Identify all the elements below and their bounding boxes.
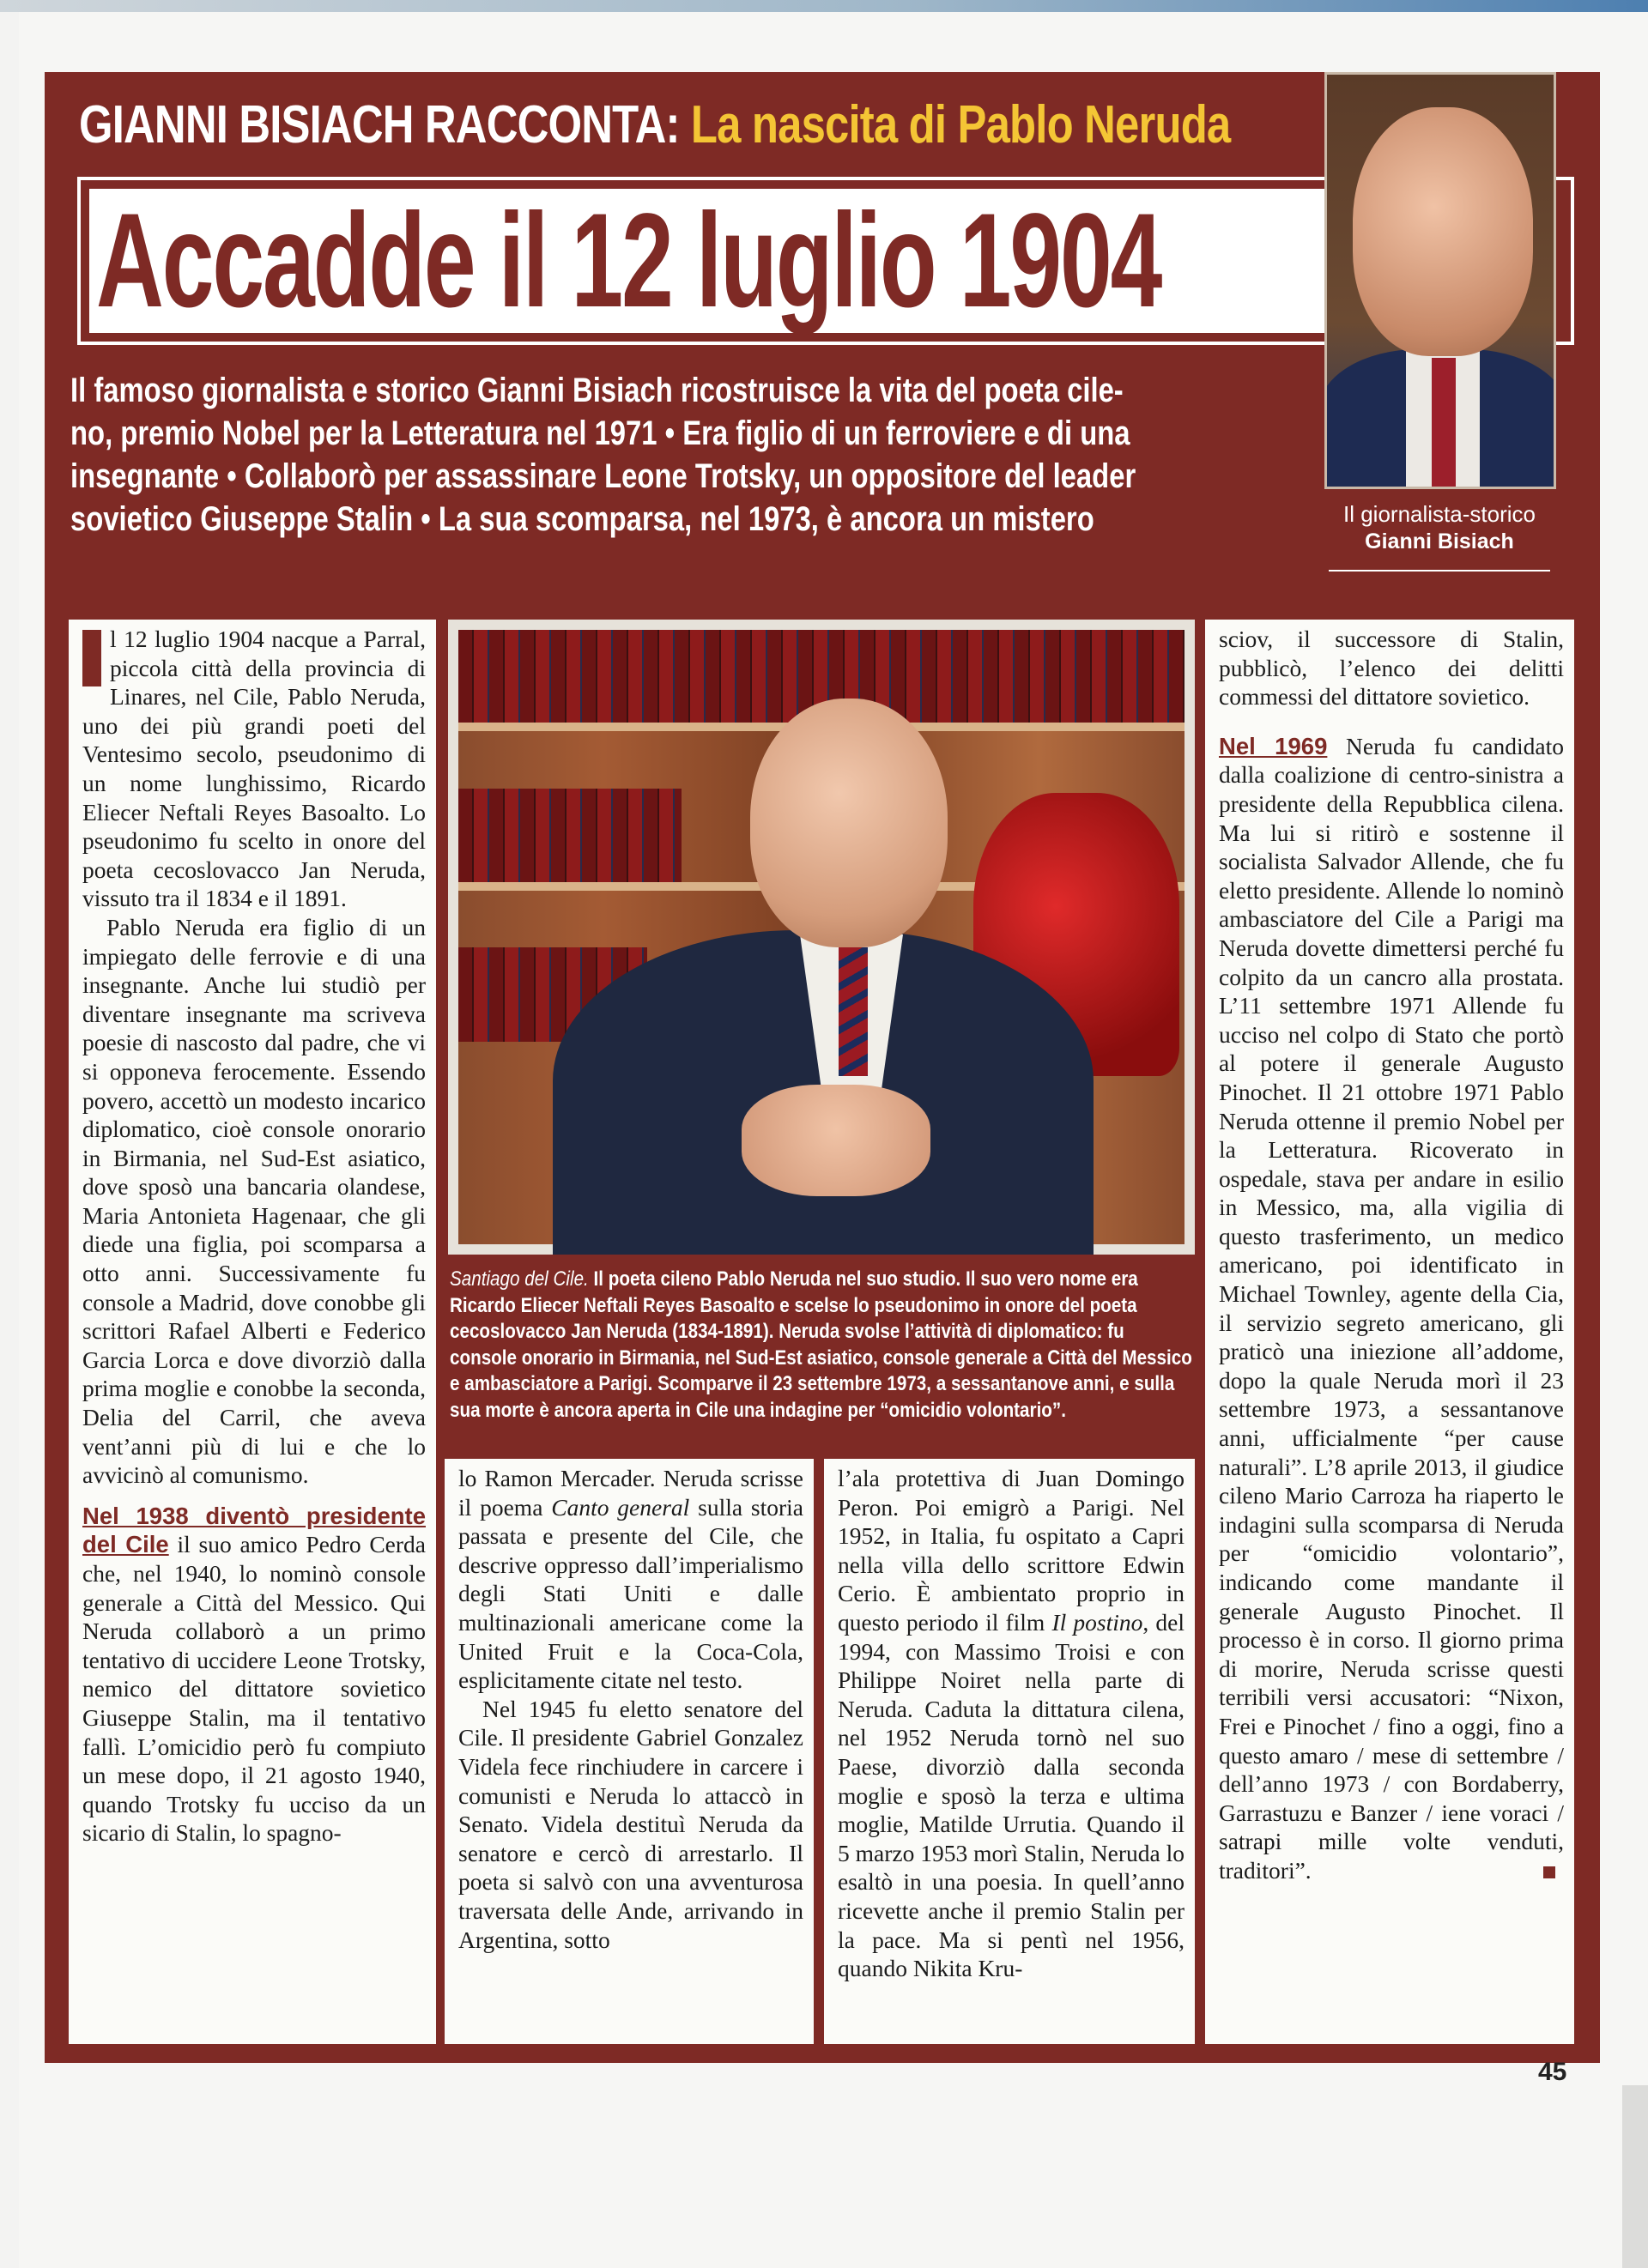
drop-cap bbox=[82, 630, 101, 686]
deck-line: no, premio Nobel per la Letteratura nel 1971 • Era figlio di un ferroviere e di una bbox=[70, 414, 1130, 452]
author-portrait-photo bbox=[1324, 72, 1556, 489]
kicker-topic: La nascita di Pablo Neruda bbox=[690, 95, 1231, 154]
paragraph: sciov, il successore di Stalin, pubblicò, l’elenco dei delitti commessi del dittatore sovietico. bbox=[1219, 626, 1564, 711]
paragraph: Nel 1938 diventò presidente del Cile il suo amico Pedro Cerda che, nel 1940, lo nominò console generale a Città del Messico. Qui Neruda collaborò a un primo tentativo di uccidere Leone Trotsky, nemico del dittatore sovietico Giuseppe Stalin, ma il tentativo fallì. L’omicidio però fu compiuto un mese dopo, il 21 agosto 1940, quando Trotsky fu ucciso da un sicario di Stalin, lo spagno- bbox=[82, 1502, 426, 1847]
deck-line: sovietico Giuseppe Stalin • La sua scomparsa, nel 1973, è ancora un mistero bbox=[70, 500, 1094, 538]
paragraph: Nel 1969 Neruda fu candidato dalla coalizione di centro-sinistra a presidente della Repubblica cilena. Ma lui si ritirò e sostenne il socialista Salvador Allende, che fu eletto presidente. Allende lo nominò ambasciatore del Cile a Parigi ma Neruda dovette dimettersi perché fu colpito da un cancro alla prostata. L’11 settembre 1971 Allende fu ucciso nel colpo di Stato che portò al potere il generale Augusto Pinochet. Il 21 ottobre 1971 Pablo Neruda ottenne il premio Nobel per la Letteratura. Ricoverato in ospedale, stava per andare in esilio in Messico, ma, alla vigilia di questo trasferimento, un medico americano, poi identificato in Michael Townley, agente della Cia, il servizio segreto americano, gli praticò una iniezione all’addome, dopo la quale Neruda morì il 23 settembre 1973, a sessantanove anni, ufficialmente “per cause naturali”. L’8 aprile 2013, il giudice cileno Mario Carroza ha riaperto le indagini sulla scomparsa di Neruda per “omicidio volontario”, indicando come mandante il generale Augusto Pinochet. Il processo è in corso. Il giorno prima di morire, Neruda scrisse questi terribili versi accusatori: “Nixon, Frei e Pinochet / fino a oggi, fino a questo amaro / mese di settembre / dell’anno 1973 / con Bordaberry, Garrastuzu e Banzer / iene voraci / satrapi mille volte venduti, traditori”. bbox=[1219, 732, 1564, 1884]
photo-caption bbox=[441, 1258, 1202, 1447]
end-of-article-mark bbox=[1543, 1866, 1555, 1878]
paragraph: l’ala protettiva di Juan Domingo Peron. Poi emigrò a Parigi. Nel 1952, in Italia, fu ospitato a Capri nella villa dello scrittore Edwin Cerio. È ambientato proprio in questo periodo il film Il postino, del 1994, con Massimo Troisi e con Philippe Noiret nella parte di Neruda. Caduta la dittatura cilena, nel 1952 Neruda tornò nel suo Paese, divorziò dalla seconda moglie e sposò la terza e ultima moglie, Matilde Urrutia. Quando il 5 marzo 1953 morì Stalin, Neruda lo esaltò in una poesia. In quell’anno ricevette anche il premio Stalin per la pace. Ma si pentì nel 1956, quando Nikita Kru- bbox=[838, 1465, 1185, 1982]
page-number: 45 bbox=[1538, 2058, 1567, 2086]
portrait-caption-role: Il giornalista-storico bbox=[1343, 501, 1536, 527]
bookshelf bbox=[458, 630, 1184, 1244]
caption-place: Santiago del Cile. bbox=[450, 1267, 589, 1291]
deck-line: Il famoso giornalista e storico Gianni Bisiach ricostruisce la vita del poeta cile- bbox=[70, 372, 1124, 409]
page-edge bbox=[1622, 2085, 1648, 2268]
portrait-caption bbox=[1317, 500, 1562, 555]
paragraph: Pablo Neruda era figlio di un impiegato delle ferrovie e di una insegnante. Anche lui studiò per diventare insegnante ma scriveva poesie di nascosto dal padre, che vi si opponeva ferocemente. Essendo povero, accettò un modesto incarico diplomatico, cioè console onorario in Birmania, nel Sud-Est asiatico, dove sposò una bancaria olandese, Maria Antonieta Hagenaar, che gli diede una figlia, poi scomparsa a otto anni. Successivamente fu console a Madrid, dove conobbe gli scrittori Rafael Alberti e Federico Garcia Lorca e dove divorziò dalla prima moglie e conobbe la seconda, Delia del Carril, che aveva vent’anni più di lui e che lo avvicinò al comunismo. bbox=[82, 913, 426, 1489]
article-column-2 bbox=[445, 1459, 814, 2044]
top-edge-stripe bbox=[0, 0, 1648, 12]
deck-summary bbox=[70, 369, 1341, 541]
kicker bbox=[79, 94, 1230, 155]
article-column-4 bbox=[1205, 620, 1574, 2044]
headline: Accadde il 12 luglio 1904 bbox=[96, 186, 1161, 336]
article-column-3 bbox=[824, 1459, 1195, 2044]
work-title: Il postino bbox=[1051, 1608, 1143, 1636]
article-column-1 bbox=[69, 620, 436, 2044]
portrait-caption-name: Gianni Bisiach bbox=[1365, 529, 1514, 553]
neruda-photo bbox=[448, 620, 1195, 1255]
paragraph: Nel 1945 fu eletto senatore del Cile. Il presidente Gabriel Gonzalez Videla fece rinchiudere in carcere i comunisti e Neruda lo attaccò in Senato. Videla destituì Neruda da senatore e cercò di arrestarlo. Il poeta si salvò con una avventurosa traversata delle Ande, arrivando in Argentina, sotto bbox=[458, 1695, 803, 1953]
caption-divider bbox=[1329, 570, 1550, 572]
caption-text: Il poeta cileno Pablo Neruda nel suo studio. Il suo vero nome era Ricardo Eliecer Neftali Reyes Basoalto e scelse lo pseudonimo in onore del poeta cecoslovacco Jan Neruda (1834-1891). Neruda svolse l’attività di diplomatico: fu console onorario in Birmania, nel Sud-Est asiatico, console generale a Città del Messico e ambasciatore a Parigi. Scomparve il 23 settembre 1973, a sessantanove anni, e sulla sua morte è ancora aperta in Cile una indagine per “omicidio volontario”. bbox=[450, 1267, 1192, 1422]
paragraph: l 12 luglio 1904 nacque a Parral, piccola città della provincia di Linares, nel Cile, Pablo Neruda, uno dei più grandi poeti del Ventesimo secolo, pseudonimo di un nome lunghissimo, Ricardo Eliecer Neftali Reyes Basoalto. Lo pseudonimo fu scelto in onore del poeta cecoslovacco Jan Neruda, vissuto tra il 1834 e il 1891. bbox=[82, 626, 426, 912]
kicker-author: GIANNI BISIACH RACCONTA: bbox=[79, 95, 680, 154]
paragraph: lo Ramon Mercader. Neruda scrisse il poema Canto general sulla storia passata e presente del Cile, che descrive oppresso dall’imperialismo degli Stati Uniti e dalle multinazionali americane come la United Fruit e la Coca-Cola, esplicitamente citate nel testo. bbox=[458, 1465, 803, 1694]
deck-line: insegnante • Collaborò per assassinare Leone Trotsky, un oppositore del leader bbox=[70, 457, 1136, 495]
section-lead: Nel 1938 diventò presidente del Cile bbox=[82, 1502, 426, 1558]
work-title: Canto general bbox=[551, 1493, 690, 1521]
section-lead: Nel 1969 bbox=[1219, 732, 1328, 759]
